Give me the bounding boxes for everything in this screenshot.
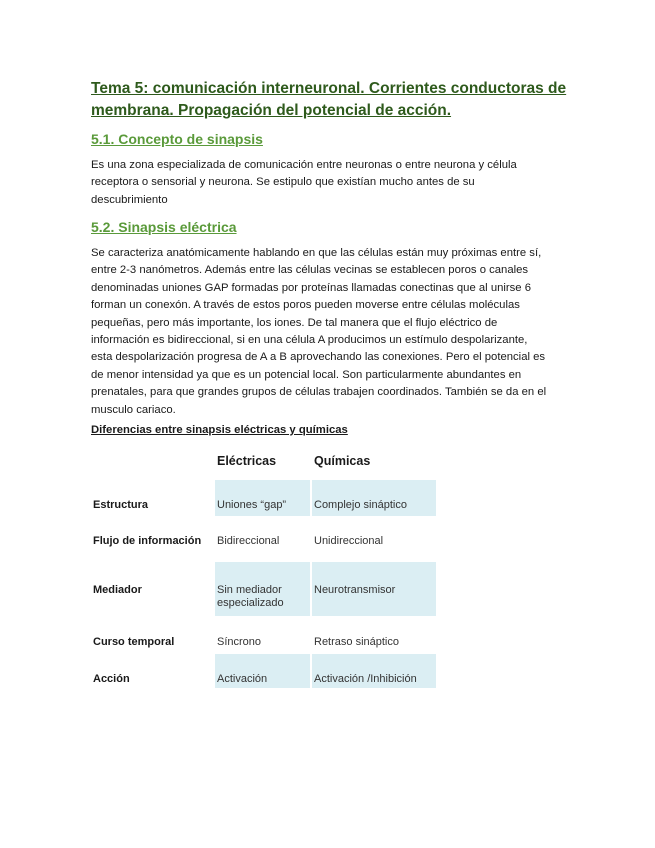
table-cell-quimicas: Retraso sináptico — [314, 636, 399, 648]
table-row-label: Curso temporal — [93, 636, 175, 648]
table-header-quimicas: Químicas — [314, 454, 371, 468]
table-header-electricas: Eléctricas — [217, 454, 277, 468]
paragraph-line: prenatales, para que grandes grupos de células trabajen coordinados. También se da en el — [91, 386, 547, 399]
table-header-row — [91, 448, 436, 476]
table-cell-electricas: Sin mediador especializado — [215, 562, 310, 616]
document-title: Tema 5: comunicación interneuronal. Corrientes conductoras de membrana. Propagación del potencial de acción. — [91, 80, 567, 119]
table-row — [91, 618, 436, 652]
table-row-label: Mediador — [93, 584, 142, 596]
paragraph-line: descubrimiento — [91, 193, 168, 206]
paragraph-line: esta despolarización progresa de A a B aprovechando las conexiones. Pero el potencial es — [91, 351, 546, 364]
paragraph-line: Es una zona especializada de comunicación entre neuronas o entre neurona y célula — [91, 159, 517, 171]
table-row-label: Estructura — [93, 499, 149, 511]
table-row — [91, 480, 436, 516]
table-cell-electricas: Activación — [215, 654, 310, 688]
paragraph-concepto — [91, 157, 569, 209]
paragraph-line: información es bidireccional, si en una célula A producimos un estímulo despolarizante, — [91, 334, 528, 347]
table-row — [91, 518, 436, 560]
paragraph-line: musculo cariaco. — [91, 403, 176, 416]
table-cell-electricas: Síncrono — [217, 636, 262, 648]
table-header-cell — [91, 448, 213, 476]
table-row-label: Acción — [93, 673, 130, 685]
table-cell-quimicas: Unidireccional — [314, 535, 384, 547]
section-heading-sinapsis: 5.1. Concepto de sinapsis — [91, 131, 263, 147]
table-cell-quimicas: Complejo sináptico — [312, 480, 436, 516]
table-row-label: Flujo de información — [93, 535, 202, 547]
table-cell-quimicas: Activación /Inhibición — [312, 654, 436, 688]
paragraph-line: de menor intensidad ya que es un potencial local. Son particularmente abundantes en — [91, 368, 522, 381]
table-cell-electricas: Uniones “gap” — [215, 480, 310, 516]
paragraph-line: receptora o sensorial y neurona. Se estipulo que existían mucho antes de su — [91, 176, 475, 189]
table-row — [91, 562, 436, 616]
table-cell-quimicas: Neurotransmisor — [312, 562, 436, 616]
table-cell-electricas: Bidireccional — [217, 535, 280, 547]
paragraph-line: pequeñas, pero más importante, los iones. De tal manera que el flujo eléctrico de — [91, 316, 498, 329]
table-title: Diferencias entre sinapsis eléctricas y químicas — [91, 424, 348, 436]
table-row — [91, 654, 436, 688]
paragraph-line: entre 2-3 nanómetros. Además entre las células vecinas se establecen poros o canales — [91, 264, 529, 277]
section-heading-sinapsis-electrica: 5.2. Sinapsis eléctrica — [91, 219, 237, 235]
paragraph-line: denominadas uniones GAP formadas por proteínas llamadas conectinas que al unirse 6 — [91, 281, 532, 294]
paragraph-sinapsis-electrica — [91, 245, 569, 419]
paragraph-line: forman un conexón. A través de estos poros pueden moverse entre células moléculas — [91, 299, 520, 312]
paragraph-line: Se caracteriza anatómicamente hablando en que las células están muy próximas entre sí, — [91, 247, 542, 259]
